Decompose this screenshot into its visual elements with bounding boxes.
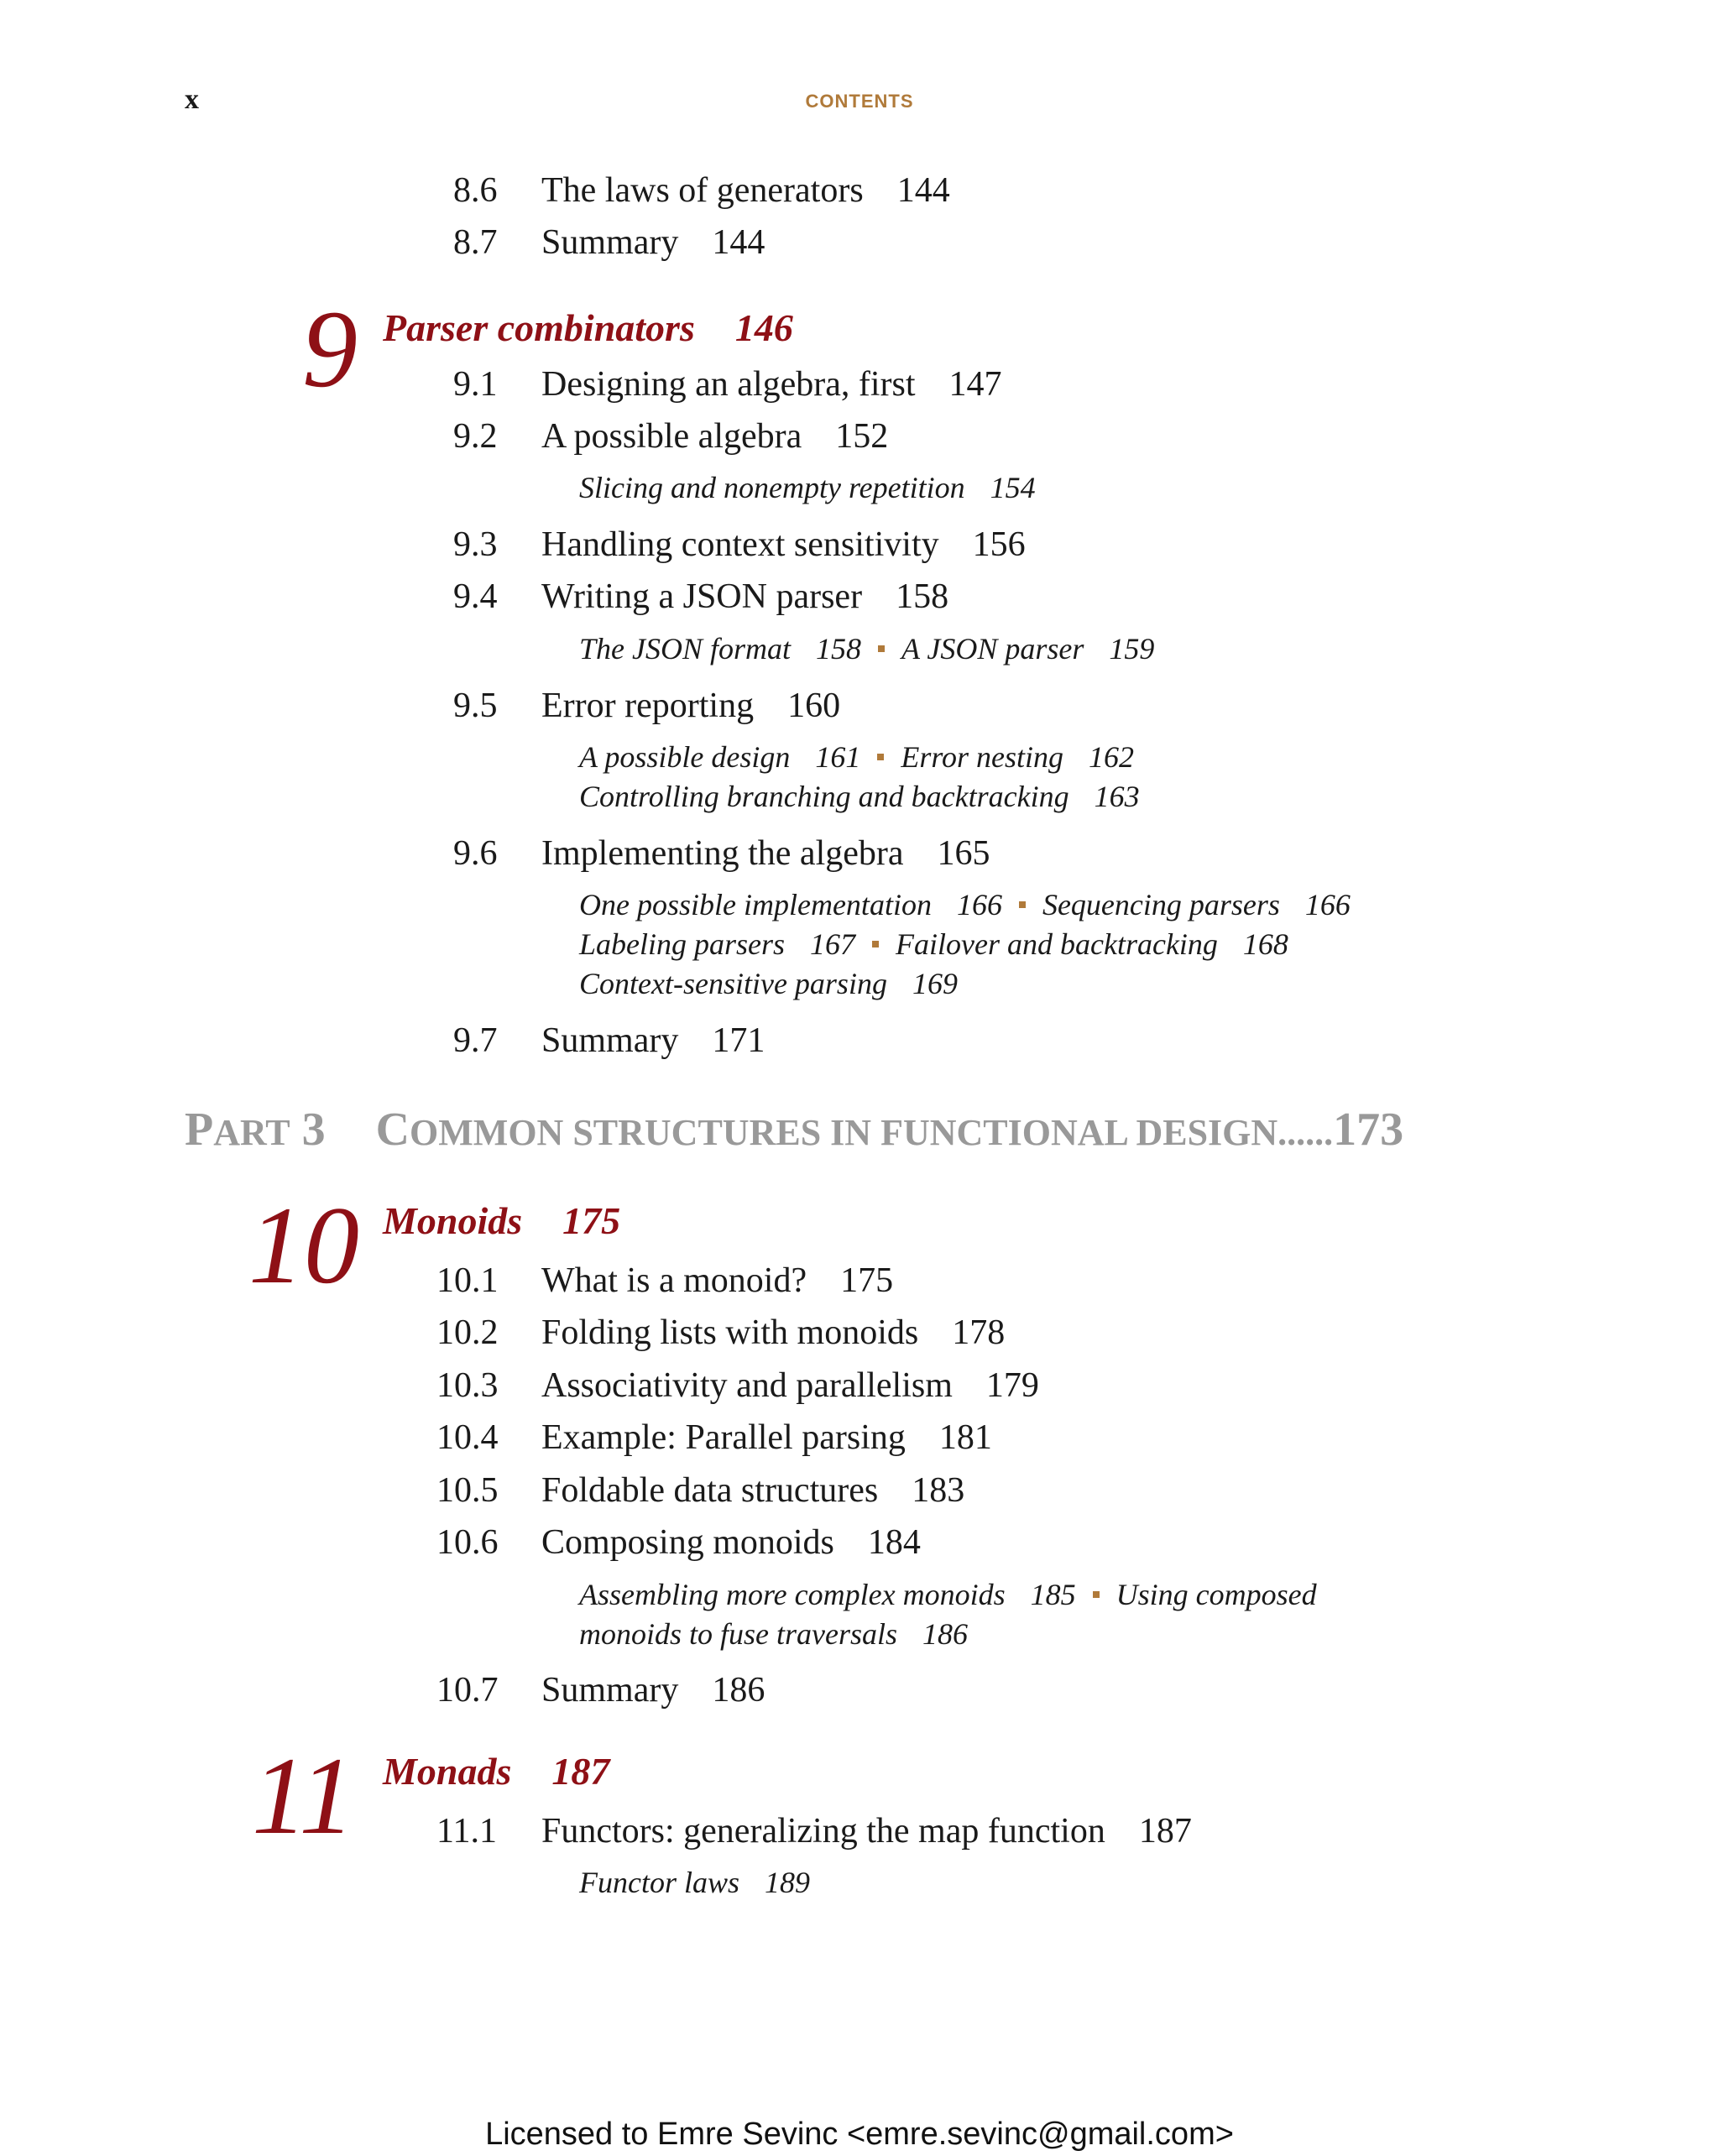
section-title: The laws of generators [541,171,864,210]
section-title: Designing an algebra, first [541,365,916,404]
page-number: 169 [912,967,958,1000]
section-number: 10.5 [436,1471,499,1510]
subsection-title: Using composed [1116,1578,1317,1611]
page-number: 158 [816,632,861,666]
section-number: 9.4 [453,577,498,616]
chapter-title: Parser combinators [383,306,695,349]
section-number: 9.1 [453,365,498,404]
page-number: 171 [712,1021,765,1060]
subsection-title: monoids to fuse traversals [579,1617,898,1651]
section-number: 10.4 [436,1418,499,1457]
page-number: 162 [1089,740,1135,774]
subsection-title: A possible design [579,740,791,774]
subsection-title: Sequencing parsers [1042,888,1280,921]
subsection-title: The JSON format [579,632,791,666]
page-number: 165 [937,834,990,873]
page-number: 184 [867,1523,921,1562]
subsection-title: Failover and backtracking [896,927,1218,961]
section-number: 9.6 [453,834,498,873]
page-number: 152 [835,417,889,456]
part-title-rest: OMMON STRUCTURES IN FUNCTIONAL DESIGN [410,1112,1278,1153]
bullet-square [1019,901,1026,908]
page-number: 158 [896,577,949,616]
chapter-10-heading[interactable] [383,1199,621,1242]
chapter-page: 146 [734,306,793,349]
page-number: 179 [985,1366,1039,1405]
page-number: 156 [972,525,1026,564]
toc-subentry-10-6-line1[interactable] [579,1579,1317,1610]
section-title: Writing a JSON parser [541,577,863,616]
page-number: 159 [1109,632,1155,666]
section-number: 9.7 [453,1021,498,1060]
page-number: 187 [1138,1812,1192,1851]
toc-subentry-11-1a[interactable] [579,1867,810,1898]
part-page: 173 [1333,1104,1404,1156]
page-folio: x [185,84,199,115]
section-number: 10.3 [436,1366,499,1405]
section-title: Example: Parallel parsing [541,1418,906,1457]
page-number: 167 [810,927,856,961]
section-number: 10.6 [436,1523,499,1562]
chapter-title: Monoids [383,1199,523,1242]
chapter-11-heading[interactable] [383,1752,609,1791]
section-title: Handling context sensitivity [541,525,939,564]
page-number: 185 [1030,1578,1076,1611]
part-3-heading[interactable] [185,1104,1404,1156]
section-title: Implementing the algebra [541,834,904,873]
page-number: 163 [1094,780,1140,813]
bullet-square [1093,1591,1100,1598]
page-number: 166 [1304,888,1351,921]
page-number: 166 [956,888,1002,921]
section-title: Foldable data structures [541,1471,879,1510]
chapter-9-heading[interactable] [383,306,793,349]
subsection-title: Controlling branching and backtracking [579,780,1069,813]
section-title: A possible algebra [541,417,802,456]
section-number: 10.1 [436,1261,499,1300]
section-title: Summary [541,1671,679,1710]
page-number: 144 [712,223,765,262]
toc-subentry-10-6-line2[interactable] [579,1619,968,1649]
bullet-square [872,941,879,947]
subsection-title: Assembling more complex monoids [579,1578,1006,1611]
section-number: 10.2 [436,1313,499,1352]
bullet-square [877,754,884,760]
chapter-number-11: 11 [252,1734,355,1857]
page-number: 161 [815,740,861,774]
page-number: 181 [938,1418,992,1457]
page-number: 186 [922,1617,969,1651]
subsection-title: Slicing and nonempty repetition [579,471,965,504]
chapter-number-9: 9 [302,287,358,410]
section-title: Functors: generalizing the map function [541,1812,1105,1851]
section-title: Associativity and parallelism [541,1366,953,1405]
page-number: 189 [765,1866,811,1899]
section-number: 9.3 [453,525,498,564]
bullet-square [878,645,885,652]
page-number: 154 [990,471,1036,504]
toc-subentry-9-6-line1[interactable] [579,890,1351,920]
section-title: Summary [541,1021,679,1060]
section-number: 8.7 [453,223,498,262]
part-label-initial: P [185,1104,214,1156]
section-title: Summary [541,223,679,262]
section-number: 9.2 [453,417,498,456]
toc-subentry-9-5c[interactable] [579,781,1140,812]
section-title: Composing monoids [541,1523,834,1562]
subsection-title: Labeling parsers [579,927,786,961]
subsection-title: Context-sensitive parsing [579,967,887,1000]
license-footer: Licensed to Emre Sevinc <emre.sevinc@gmail.com> [485,2117,1234,2152]
toc-subentry-9-5[interactable] [579,742,1134,772]
section-number: 10.7 [436,1671,499,1710]
page-number: 160 [787,686,841,725]
section-title: Folding lists with monoids [541,1313,919,1352]
page-number: 144 [896,171,950,210]
toc-subentry-9-6-line2[interactable] [579,929,1288,959]
chapter-title: Monads [383,1750,512,1793]
part-number: 3 [301,1104,326,1156]
subsection-title: One possible implementation [579,888,932,921]
running-head: CONTENTS [805,91,914,112]
page-number: 186 [712,1671,765,1710]
part-label-rest: ART [213,1112,290,1153]
chapter-page: 187 [551,1750,610,1793]
page-number: 168 [1242,927,1288,961]
part-title-initial: C [375,1104,410,1156]
dot-leader: ...... [1277,1112,1334,1153]
subsection-title: Error nesting [901,740,1064,774]
toc-subentry-9-4[interactable] [579,634,1154,664]
page-number: 178 [952,1313,1006,1352]
section-number: 11.1 [436,1812,497,1851]
section-title: Error reporting [541,686,755,725]
chapter-page: 175 [562,1199,621,1242]
subsection-title: Functor laws [579,1866,740,1899]
toc-subentry-9-6-line3[interactable] [579,968,958,999]
section-number: 8.6 [453,171,498,210]
section-number: 9.5 [453,686,498,725]
chapter-number-10: 10 [248,1183,359,1307]
subsection-title: A JSON parser [901,632,1084,666]
page-number: 175 [840,1261,894,1300]
section-title: What is a monoid? [541,1261,807,1300]
page-number: 147 [948,365,1002,404]
page-number: 183 [912,1471,965,1510]
toc-subentry-9-2a[interactable] [579,472,1036,503]
